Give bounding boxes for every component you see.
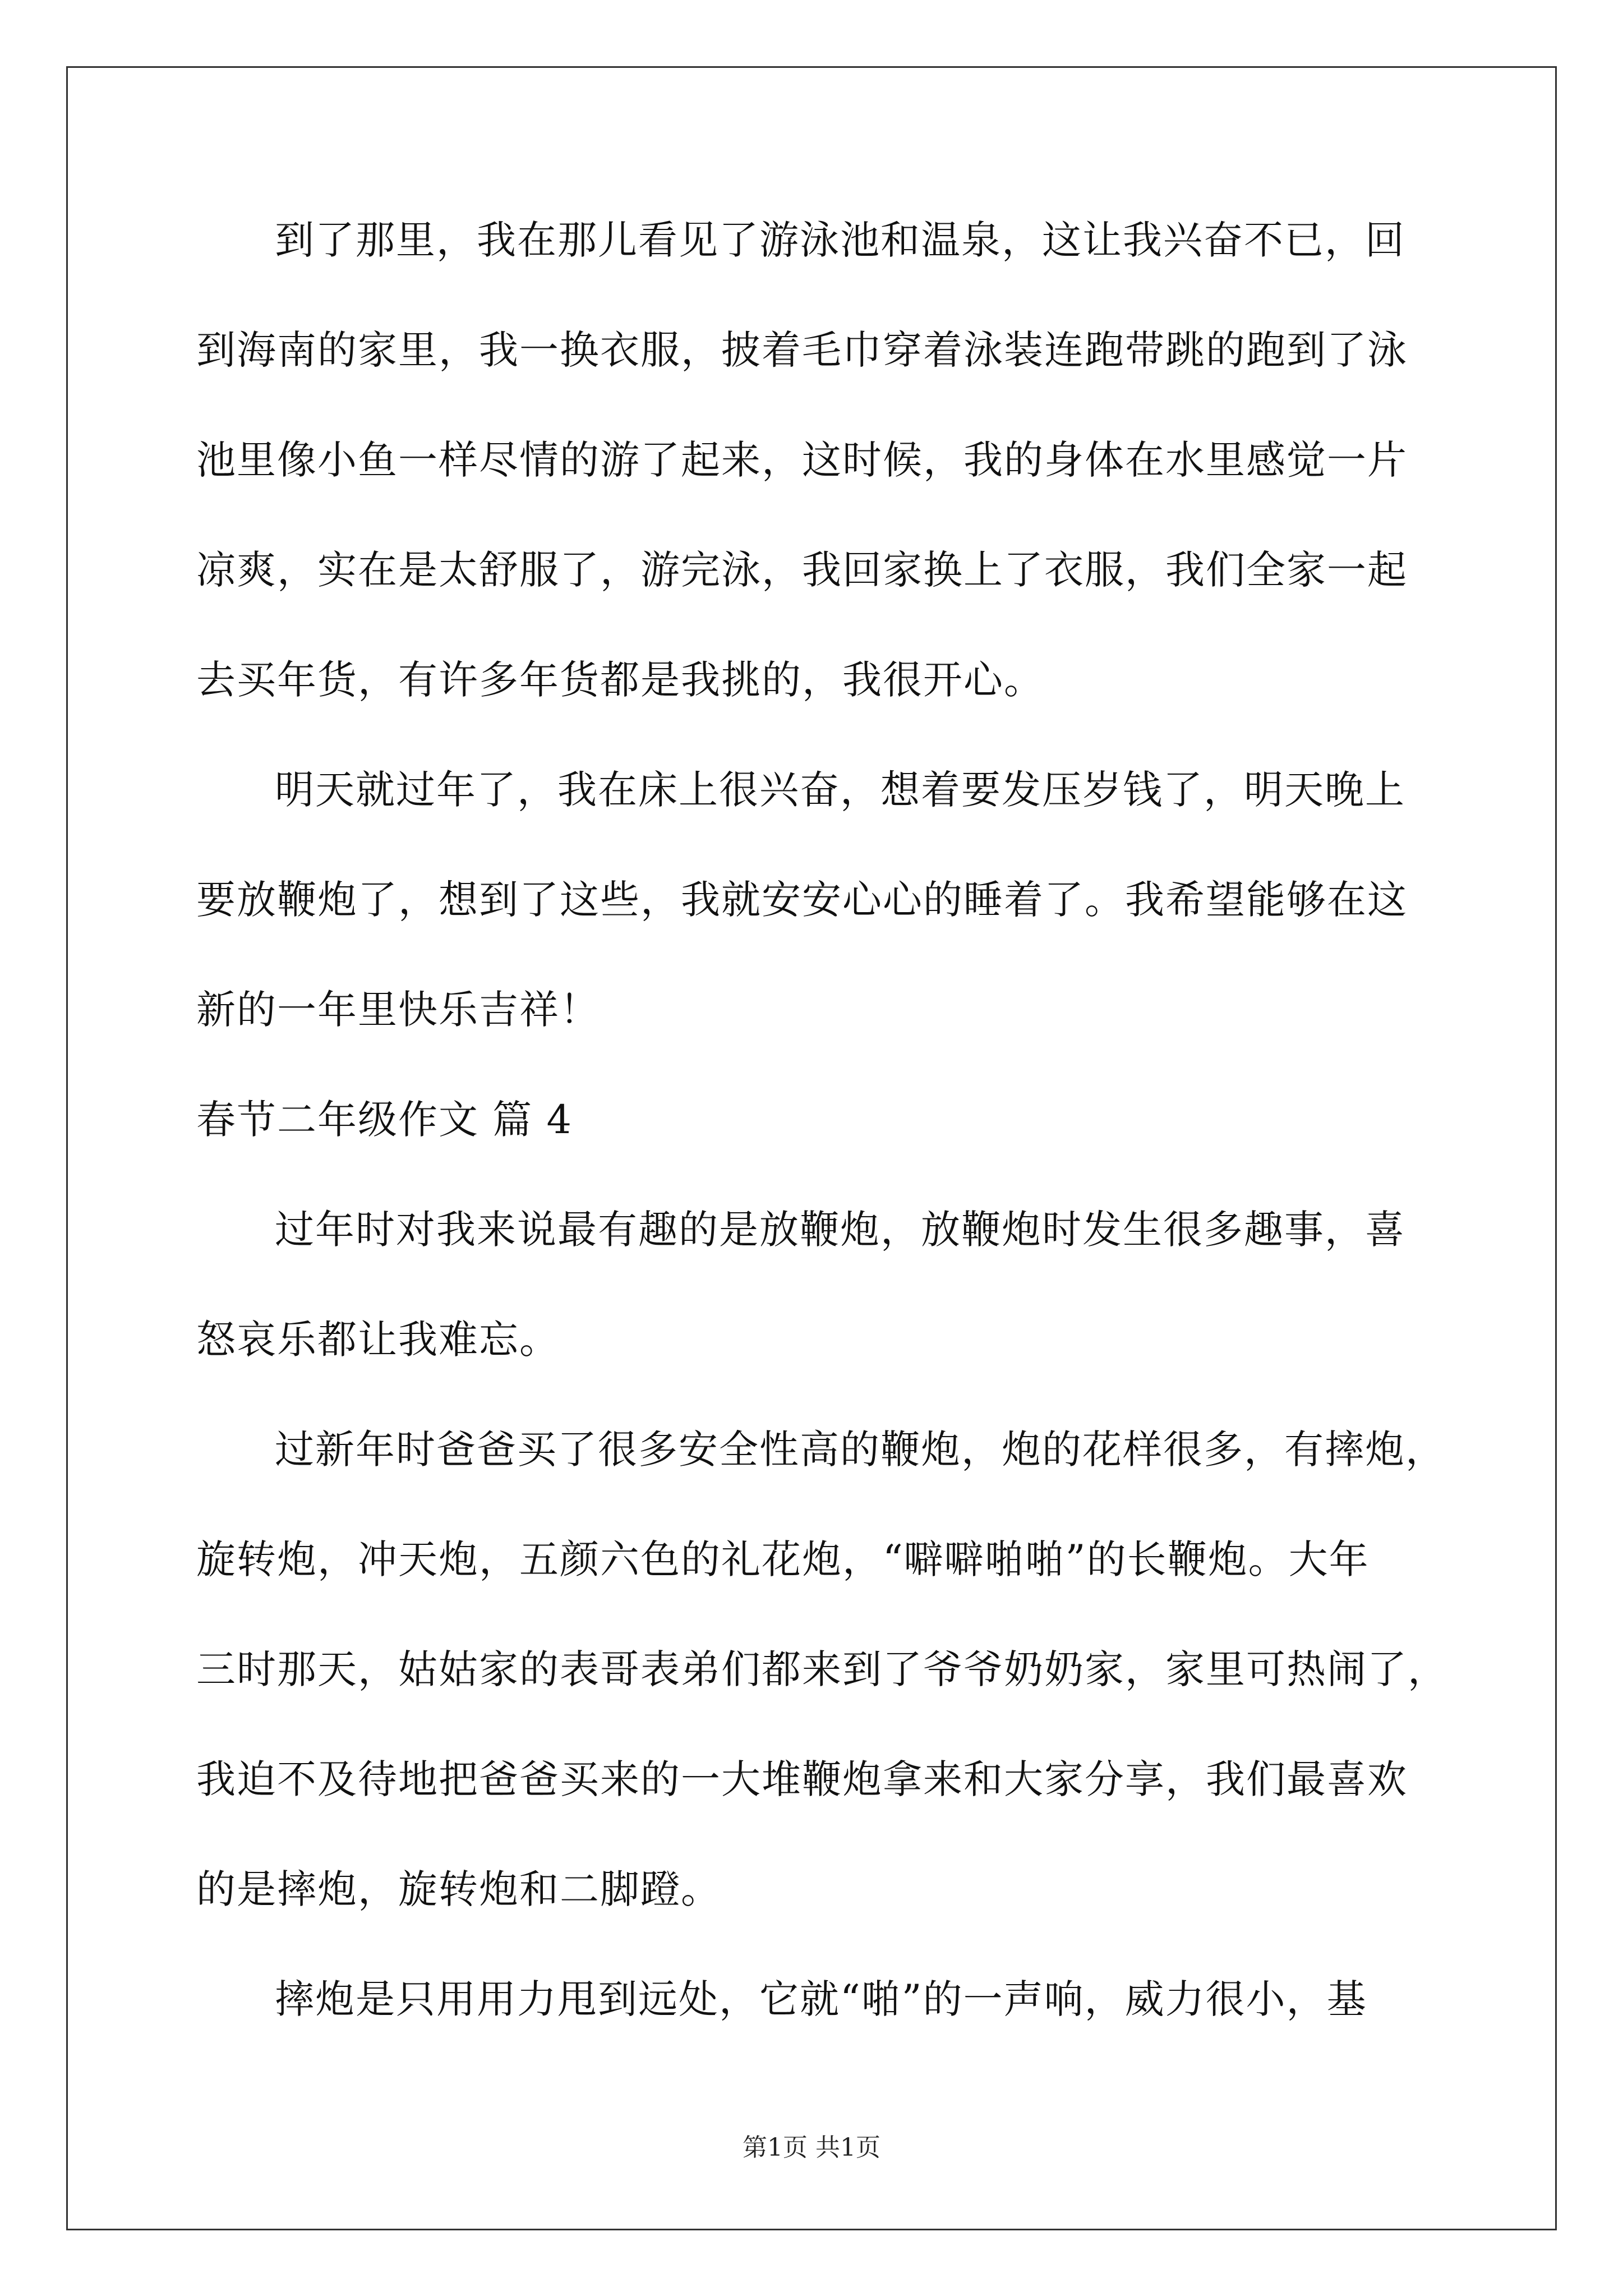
- paragraph-line: 要放鞭炮了，想到了这些，我就安安心心的睡着了。我希望能够在这: [196, 877, 1408, 923]
- paragraph-line: 去买年货，有许多年货都是我挑的，我很开心。: [196, 657, 1044, 703]
- paragraph-line: 怒哀乐都让我难忘。: [196, 1317, 560, 1363]
- paragraph-line: 摔炮是只用用力甩到远处，它就“啪”的一声响，威力很小，基: [275, 1976, 1367, 2022]
- paragraph-line: 过新年时爸爸买了很多安全性高的鞭炮，炮的花样很多，有摔炮，: [275, 1427, 1446, 1473]
- paragraph-line: 凉爽，实在是太舒服了，游完泳，我回家换上了衣服，我们全家一起: [196, 547, 1408, 593]
- paragraph-line: 三时那天，姑姑家的表哥表弟们都来到了爷爷奶奶家，家里可热闹了，: [196, 1646, 1448, 1692]
- paragraph-line: 的是摔炮，旋转炮和二脚蹬。: [196, 1866, 721, 1912]
- paragraph-line: 旋转炮，冲天炮，五颜六色的礼花炮，“噼噼啪啪”的长鞭炮。大年: [196, 1536, 1370, 1582]
- paragraph-line: 池里像小鱼一样尽情的游了起来，这时候，我的身体在水里感觉一片: [196, 437, 1408, 483]
- paragraph-line: 我迫不及待地把爸爸买来的一大堆鞭炮拿来和大家分享，我们最喜欢: [196, 1756, 1408, 1802]
- paragraph-line: 到海南的家里，我一换衣服，披着毛巾穿着泳装连跑带跳的跑到了泳: [196, 327, 1408, 373]
- section-heading: 春节二年级作文 篇 4: [196, 1097, 573, 1143]
- paragraph-line: 到了那里，我在那儿看见了游泳池和温泉，这让我兴奋不已，回: [275, 217, 1405, 263]
- paragraph-line: 过年时对我来说最有趣的是放鞭炮，放鞭炮时发生很多趣事，喜: [275, 1207, 1405, 1253]
- paragraph-line: 明天就过年了，我在床上很兴奋，想着要发压岁钱了，明天晚上: [275, 767, 1405, 813]
- paragraph-line: 新的一年里快乐吉祥！: [196, 987, 600, 1033]
- page-footer: 第1页 共1页: [743, 2133, 880, 2162]
